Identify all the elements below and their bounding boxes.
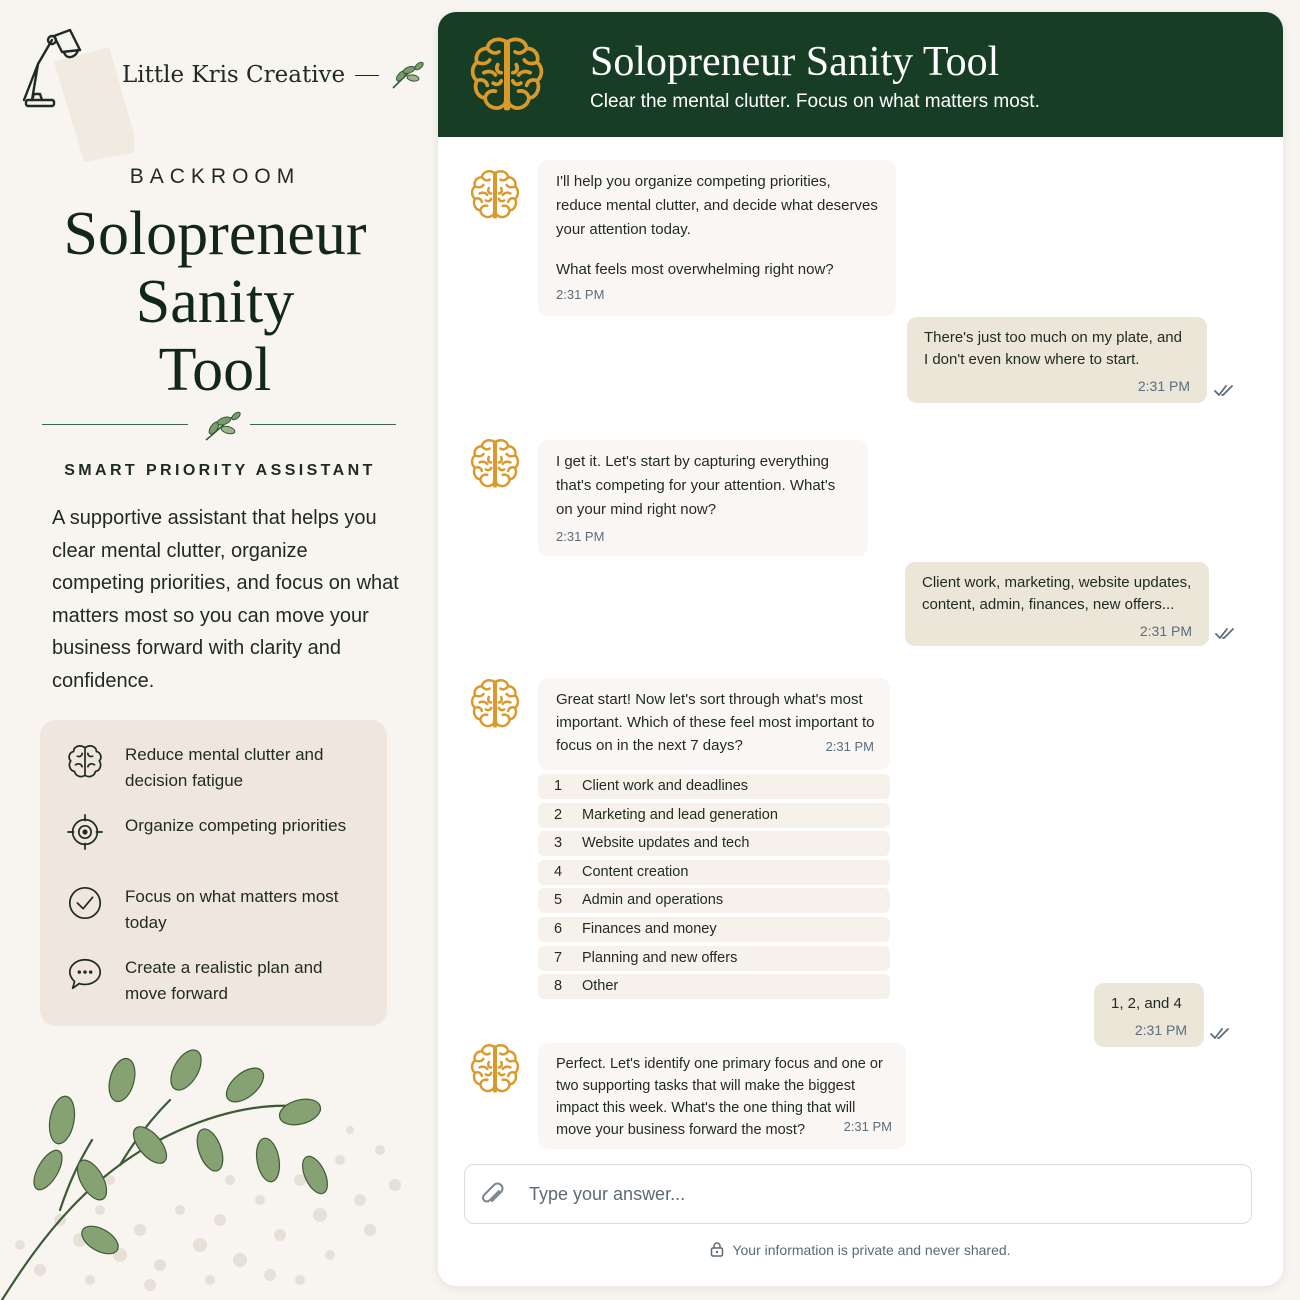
message-time: 2:31 PM bbox=[825, 739, 874, 754]
option-number: 3 bbox=[554, 835, 563, 852]
bot-avatar-brain-icon bbox=[470, 677, 520, 731]
bot-message bbox=[538, 678, 890, 770]
brain-icon bbox=[66, 742, 104, 780]
brand-dash bbox=[355, 75, 379, 76]
option-number: 4 bbox=[554, 863, 563, 880]
message-text: 1, 2, and 4 bbox=[1111, 995, 1182, 1012]
chat-bubble-icon bbox=[66, 955, 104, 993]
option-item[interactable] bbox=[538, 888, 890, 913]
message-text: There's just too much on my plate, and I don't even know where to start. bbox=[924, 329, 1182, 368]
option-label: Website updates and tech bbox=[582, 835, 750, 852]
subhead: SMART PRIORITY ASSISTANT bbox=[64, 462, 376, 479]
title-line: Solopreneur bbox=[63, 200, 367, 268]
app-subtitle: Clear the mental clutter. Focus on what matters most. bbox=[590, 91, 1040, 112]
title-line: Sanity bbox=[135, 268, 295, 336]
message-text: I get it. Let's start by capturing everything that's competing for your attention. What's on your mind right now? bbox=[556, 453, 836, 518]
user-message bbox=[1094, 983, 1204, 1047]
feature-text: Reduce mental clutter and decision fatigue bbox=[125, 745, 324, 790]
option-item[interactable] bbox=[538, 860, 890, 885]
message-text: Great start! Now let's sort through what's most important. Which of these feel most important to focus on in the next 7 days? bbox=[556, 691, 875, 754]
message-time: 2:31 PM bbox=[1139, 623, 1192, 639]
option-label: Admin and operations bbox=[582, 892, 724, 909]
sprig-icon bbox=[202, 410, 242, 442]
option-label: Content creation bbox=[582, 863, 689, 880]
message-text: Client work, marketing, website updates, content, admin, finances, new offers... bbox=[922, 574, 1192, 613]
bot-message bbox=[538, 160, 896, 316]
eyebrow: BACKROOM bbox=[129, 165, 301, 188]
option-list bbox=[538, 774, 890, 1003]
brand bbox=[122, 60, 425, 90]
feature-text: Organize competing priorities bbox=[125, 816, 347, 835]
message-time: 2:31 PM bbox=[556, 287, 605, 302]
option-label: Other bbox=[582, 978, 619, 995]
brand-name: Little Kris Creative bbox=[122, 62, 346, 88]
app-title: Solopreneur Sanity Tool bbox=[590, 39, 1000, 85]
sprig-icon bbox=[389, 60, 425, 90]
option-item[interactable] bbox=[538, 917, 890, 942]
option-item[interactable] bbox=[538, 803, 890, 828]
app-header bbox=[438, 12, 1283, 137]
plant-illustration bbox=[0, 1040, 430, 1300]
lock-icon bbox=[710, 1242, 724, 1257]
read-receipt-icon bbox=[1214, 383, 1236, 397]
option-label: Planning and new offers bbox=[582, 949, 738, 966]
option-item[interactable] bbox=[538, 974, 890, 999]
bot-avatar-brain-icon bbox=[470, 437, 520, 491]
left-panel bbox=[0, 0, 430, 1300]
option-item[interactable] bbox=[538, 774, 890, 799]
privacy-note bbox=[438, 1242, 1283, 1258]
feature-text: Focus on what matters most today bbox=[125, 887, 339, 932]
feature-text: Create a realistic plan and move forward bbox=[125, 958, 323, 1003]
answer-input[interactable] bbox=[529, 1177, 1229, 1211]
option-number: 8 bbox=[554, 978, 563, 995]
description: A supportive assistant that helps you clear mental clutter, organize competing priorities, and focus on what matters most so you can move your business forward with clarity and confidence. bbox=[52, 507, 399, 692]
bot-message bbox=[538, 440, 868, 556]
option-label: Finances and money bbox=[582, 920, 717, 937]
option-number: 5 bbox=[554, 892, 563, 909]
message-time: 2:31 PM bbox=[843, 1119, 892, 1134]
read-receipt-icon bbox=[1210, 1026, 1232, 1040]
message-time: 2:31 PM bbox=[1137, 378, 1190, 394]
option-number: 1 bbox=[554, 778, 563, 794]
brain-icon bbox=[470, 34, 544, 116]
feature-item bbox=[40, 742, 387, 802]
option-number: 7 bbox=[554, 949, 563, 966]
message-text: Perfect. Let's identify one primary focus and one or two supporting tasks that will make the biggest impact this week. What's the one thing that will move your business forward the most? bbox=[556, 1056, 883, 1138]
feature-item bbox=[40, 813, 387, 873]
lamp-icon bbox=[14, 22, 134, 162]
read-receipt-icon bbox=[1215, 626, 1237, 640]
feature-item bbox=[40, 884, 387, 944]
option-label: Marketing and lead generation bbox=[582, 806, 778, 823]
feature-card bbox=[40, 720, 387, 1026]
option-item[interactable] bbox=[538, 831, 890, 856]
option-label: Client work and deadlines bbox=[582, 778, 749, 794]
option-item[interactable] bbox=[538, 946, 890, 971]
title-line: Tool bbox=[158, 336, 272, 404]
privacy-text: Your information is private and never shared. bbox=[732, 1242, 1011, 1258]
bot-avatar-brain-icon bbox=[470, 168, 520, 222]
option-number: 2 bbox=[554, 806, 563, 823]
message-time: 2:31 PM bbox=[556, 529, 605, 544]
message-text: What feels most overwhelming right now? bbox=[556, 261, 834, 278]
page-title bbox=[0, 200, 430, 404]
message-text: I'll help you organize competing priorities, reduce mental clutter, and decide what deserves your attention today. bbox=[556, 173, 878, 238]
check-circle-icon bbox=[66, 884, 104, 922]
user-message bbox=[907, 317, 1207, 403]
paperclip-icon[interactable] bbox=[479, 1181, 507, 1209]
option-number: 6 bbox=[554, 920, 563, 937]
bot-message bbox=[538, 1043, 906, 1149]
feature-item bbox=[40, 955, 387, 1015]
divider bbox=[42, 410, 396, 440]
bot-avatar-brain-icon bbox=[470, 1042, 520, 1096]
composer bbox=[464, 1164, 1252, 1224]
user-message bbox=[905, 562, 1209, 646]
chat-app bbox=[438, 12, 1283, 1286]
target-icon bbox=[66, 813, 104, 851]
message-time: 2:31 PM bbox=[1134, 1022, 1187, 1038]
